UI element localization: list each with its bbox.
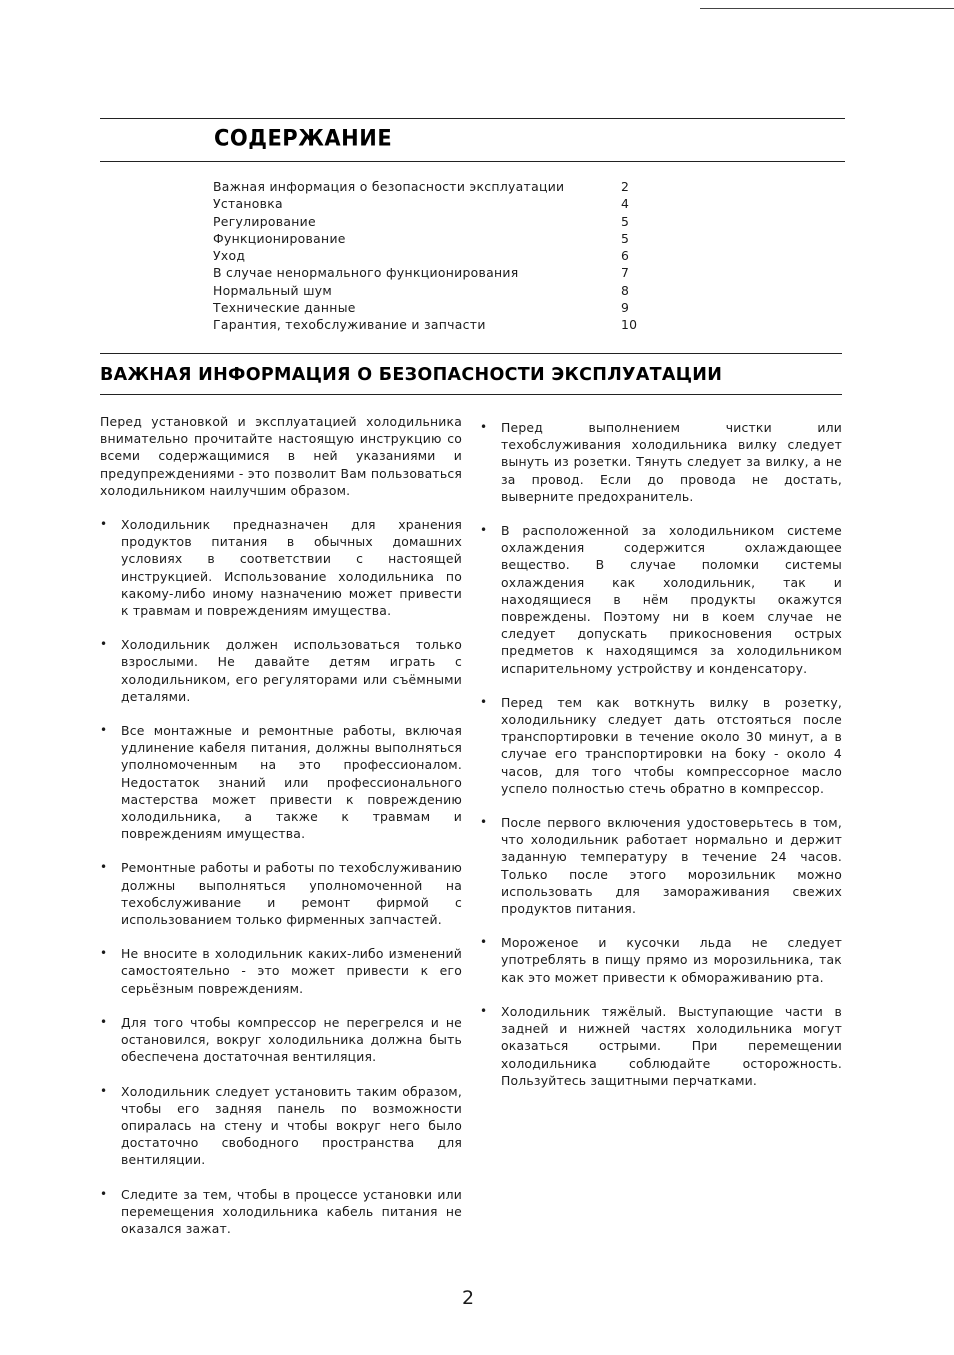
safety-bullet: • Перед выполнением чистки или техобслуживания холодильника вилку следует вынуть из розетки. Тянуть следует за вилку, а не за провод. Если до провода не достать, выверните предохранитель.	[480, 420, 842, 504]
safety-bullet: • Мороженое и кусочки льда не следует употреблять в пищу прямо из морозильника, так как это может привести к обмораживанию рта.	[480, 935, 842, 985]
bullet-icon: •	[100, 946, 108, 961]
toc-entry-label: Гарантия, техобслуживание и запчасти	[213, 317, 486, 333]
safety-bullet: • Следите за тем, чтобы в процессе установки или перемещения холодильника кабель питания не оказался зажат.	[100, 1186, 462, 1236]
safety-bullet: • Не вносите в холодильник каких-либо изменений самостоятельно - это может привести к его серьёзным повреждениям.	[100, 946, 462, 996]
bullet-icon: •	[480, 694, 488, 709]
safety-bullet: • Перед тем как воткнуть вилку в розетку, холодильнику следует дать отстояться после транспортировки в течение около 30 минут, а в случае его транспортировки на боку - около 4 часов, для того чтобы компрессорное масло успело полностью стечь обратно в компрессор.	[480, 694, 842, 796]
toc-entry-label: В случае ненормального функционирования	[213, 265, 519, 281]
section-top-rule	[100, 353, 842, 354]
safety-bullet: • После первого включения удостоверьтесь в том, что холодильник работает нормально и держит заданную температуру в течение 24 часов. Только после этого морозильник можно использовать для замораживания свежих продуктов питания.	[480, 815, 842, 917]
toc-entry[interactable]	[213, 213, 635, 230]
toc-entry[interactable]	[213, 195, 635, 212]
toc-top-rule	[100, 118, 845, 119]
section-heading: ВАЖНАЯ ИНФОРМАЦИЯ О БЕЗОПАСНОСТИ ЭКСПЛУАТАЦИИ	[100, 365, 723, 385]
safety-bullet: • Ремонтные работы и работы по техобслуживанию должны выполняться уполномоченной на техобслуживание и ремонт фирмой с использованием только фирменных запчастей.	[100, 860, 462, 928]
toc-entry-page: 5	[621, 213, 630, 229]
bullet-icon: •	[100, 723, 108, 738]
table-of-contents	[213, 178, 638, 334]
left-column	[100, 413, 462, 1254]
toc-entry[interactable]	[213, 230, 635, 247]
page-number: 2	[462, 1287, 475, 1309]
toc-entry-label: Установка	[213, 196, 283, 212]
toc-bottom-rule	[100, 161, 845, 162]
scan-artifact-line	[700, 8, 954, 9]
toc-entry-page: 2	[621, 179, 630, 194]
toc-entry[interactable]	[213, 299, 635, 316]
intro-paragraph: Перед установкой и эксплуатацией холодильника внимательно прочитайте настоящую инструкцию со всеми содержащимися в ней указаниями и предупреждениями - это позволит Вам пользоваться холодильником наилучшим образом.	[100, 414, 462, 498]
bullet-icon: •	[480, 1003, 488, 1018]
safety-bullet: • Холодильник тяжёлый. Выступающие части в задней и нижней частях холодильника могут оказаться острыми. При перемещении холодильника соблюдайте осторожность. Пользуйтесь защитными перчатками.	[480, 1003, 842, 1088]
safety-bullet: • Холодильник должен использоваться только взрослыми. Не давайте детям играть с холодильником, его регуляторами или съёмными деталями.	[100, 637, 462, 704]
toc-entry-page: 5	[621, 230, 630, 246]
toc-entry-page: 10	[621, 317, 638, 333]
toc-entry-label: Регулирование	[213, 213, 316, 229]
safety-bullet: • Все монтажные и ремонтные работы, включая удлинение кабеля питания, должны выполняться уполномоченным на это профессионалом. Недостаток знаний или профессионального мастерства может привести к повреждению холодильника, а также к травмам и повреждениям имущества.	[100, 723, 462, 842]
toc-heading: СОДЕРЖАНИЕ	[214, 125, 393, 151]
toc-entry[interactable]	[213, 282, 635, 299]
right-column	[480, 419, 842, 1106]
toc-entry-page: 9	[621, 300, 630, 316]
safety-bullet: • Холодильник следует установить таким образом, чтобы его задняя панель по возможности опиралась на стену и чтобы вокруг него было достаточно свободного пространства для вентиляции.	[100, 1083, 462, 1168]
toc-entry[interactable]	[213, 247, 635, 264]
toc-entry-label: Технические данные	[213, 300, 356, 316]
toc-entry[interactable]	[213, 264, 635, 281]
bullet-icon: •	[480, 523, 488, 538]
bullet-icon: •	[480, 420, 488, 434]
toc-entry-page: 4	[621, 196, 630, 212]
toc-entry-label: Функционирование	[213, 230, 346, 246]
toc-entry[interactable]	[213, 316, 638, 333]
toc-entry-page: 8	[621, 282, 630, 298]
bullet-icon: •	[100, 860, 108, 875]
bullet-icon: •	[100, 517, 108, 532]
bullet-icon: •	[480, 815, 488, 830]
bullet-icon: •	[100, 1186, 108, 1201]
toc-entry-page: 7	[621, 265, 630, 281]
bullet-icon: •	[100, 637, 108, 652]
section-bottom-rule	[100, 394, 842, 395]
bullet-icon: •	[480, 935, 488, 950]
bullet-icon: •	[100, 1083, 108, 1098]
bullet-icon: •	[100, 1014, 108, 1029]
toc-entry[interactable]	[213, 178, 635, 195]
toc-entry-page: 6	[621, 248, 630, 264]
toc-entry-label: Уход	[213, 248, 246, 264]
toc-entry-label: Важная информация о безопасности эксплуатации	[213, 179, 565, 194]
safety-bullet: • Холодильник предназначен для хранения продуктов питания в обычных домашних условиях в соответствии с настоящей инструкцией. Использование холодильника по какому-либо иному назначению может привести к травмам и повреждениям имущества.	[100, 517, 462, 619]
safety-bullet: • Для того чтобы компрессор не перегрелся и не остановился, вокруг холодильника должна быть обеспечена достаточная вентиляция.	[100, 1014, 462, 1065]
safety-bullet: • В расположенной за холодильником системе охлаждения содержится охлаждающее вещество. В случае поломки системы охлаждения как холодильник, так и находящиеся в нём продукты окажутся повреждены. Поэтому ни в коем случае не следует допускать прикосновения острых предметов к находящимся за холодильником испарительному устройству и конденсатору.	[480, 523, 842, 676]
toc-entry-label: Нормальный шум	[213, 282, 333, 298]
